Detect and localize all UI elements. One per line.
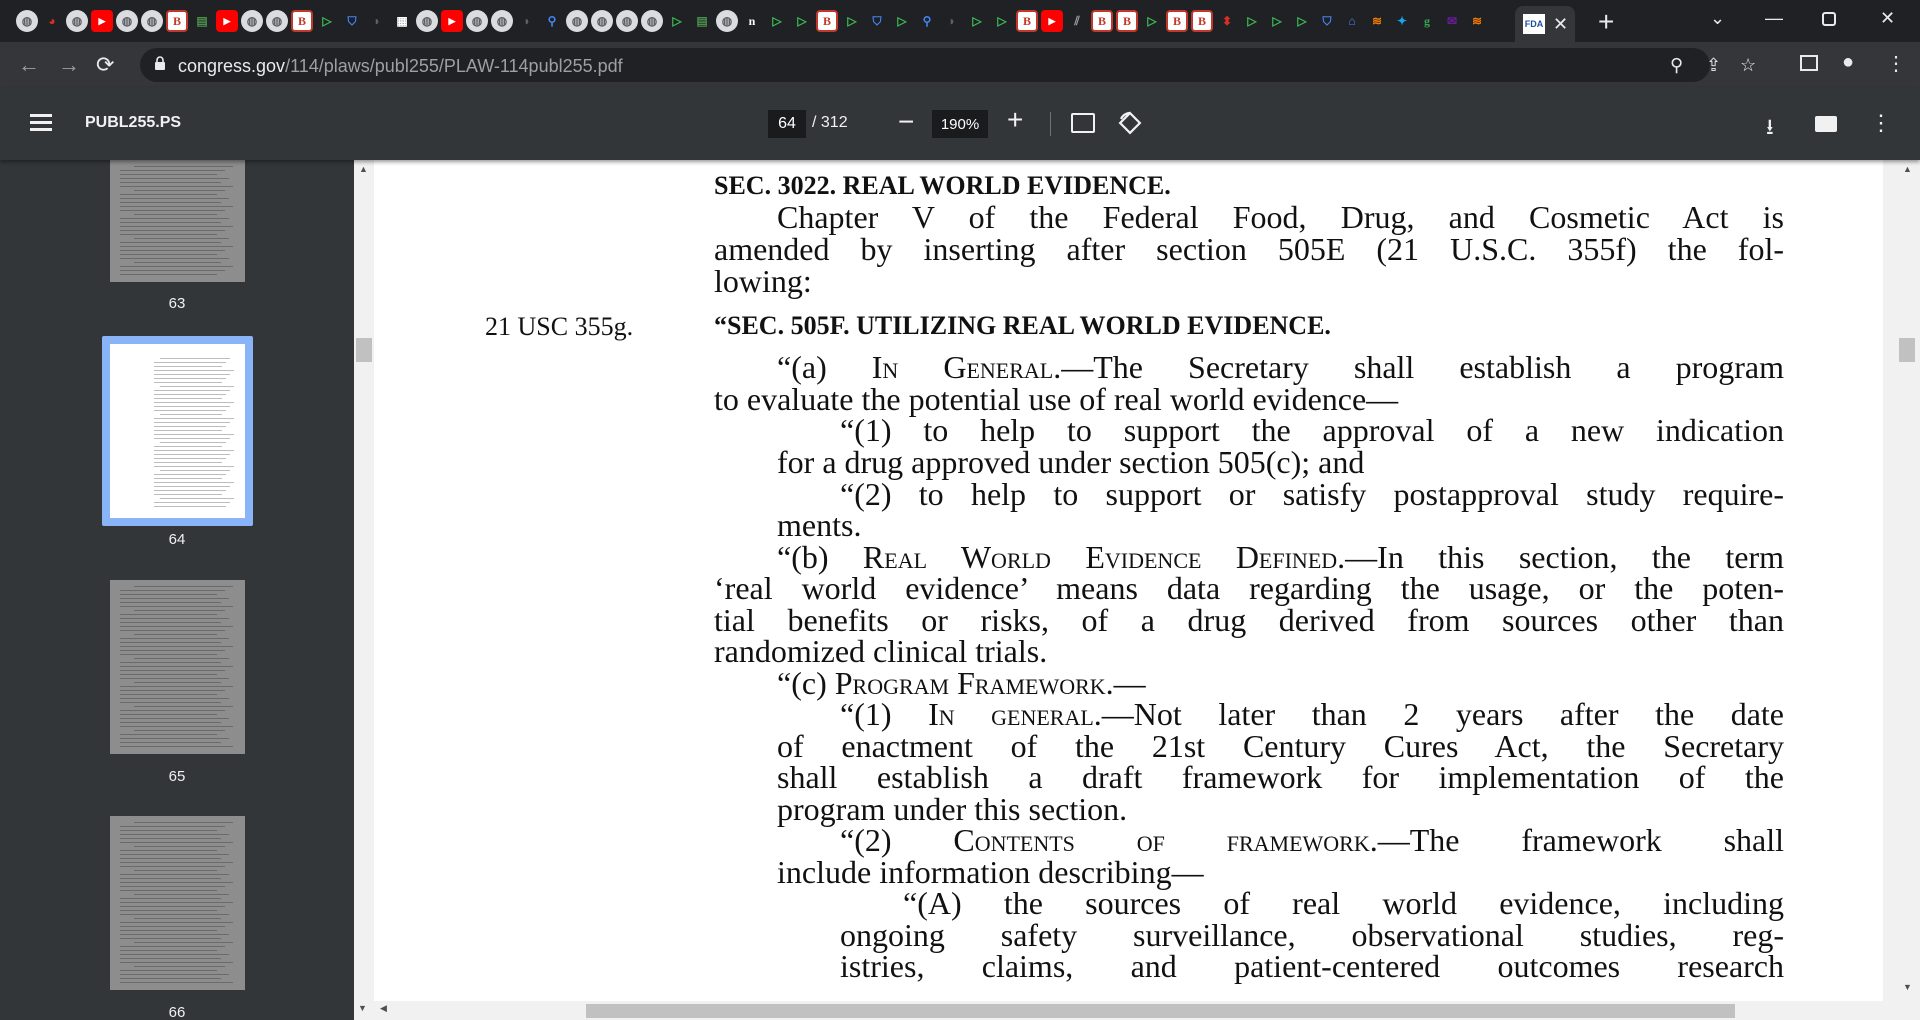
body-line: “(A) the sources of real world evidence, including [903,885,1784,921]
page-number-input[interactable]: 64 [768,110,806,138]
globe-icon[interactable]: ◍ [116,10,138,32]
page-total: / 312 [812,114,848,131]
para-text: .—The Secretary shall establish a program [1053,349,1785,385]
page-thumbnail-65[interactable] [110,580,245,754]
body-line: tial benefits or risks, of a drug derived from sources other than [714,602,1784,638]
play-icon[interactable]: ▷ [1147,13,1157,28]
body-line: of enactment of the 21st Century Cures Act, the Secretary [777,728,1784,764]
para-lead: “(b) [777,539,863,575]
pdf-toolbar [0,88,1920,160]
horizontal-scrollbar[interactable] [354,1001,1883,1020]
address-bar[interactable] [140,48,1757,82]
bi-icon[interactable]: B [816,10,838,32]
globe-icon[interactable]: ◍ [241,10,263,32]
toolbar-divider [1050,112,1051,136]
para-lead: “(a) [777,349,872,385]
bi-icon[interactable]: B [166,10,188,32]
globe-icon[interactable]: ◍ [616,10,638,32]
tab-search-icon[interactable]: ⌄ [1710,8,1726,28]
bi-icon[interactable]: B [1016,10,1038,32]
vertical-scroll-thumb[interactable] [1899,338,1915,362]
flag-icon[interactable]: ◗ [373,13,381,28]
url-text[interactable] [178,56,623,77]
new-tab-button[interactable]: + [1598,6,1615,37]
para-title: Real World Evidence Defined [862,539,1338,575]
search-icon[interactable]: ⚲ [547,13,557,28]
home-icon[interactable]: ⌂ [1348,13,1356,28]
body-line [777,665,1146,701]
bi-icon[interactable]: B [1091,10,1113,32]
body-line: ‘real world evidence’ means data regarding the usage, or the poten- [714,570,1784,606]
body-line: amended by inserting after section 505E (21 U.S.C. 355f) the fol- [714,231,1784,267]
doc-icon[interactable]: ▤ [196,13,208,28]
shield-icon[interactable]: ⛉ [872,13,882,28]
side-panel-icon[interactable] [1800,55,1818,71]
download-icon[interactable]: ⭳ [1766,114,1774,139]
thumbnail-label: 65 [168,768,186,785]
share-icon[interactable]: ⇪ [1706,55,1722,75]
body-line: Chapter V of the Federal Food, Drug, and Cosmetic Act is [777,199,1784,235]
globe-icon[interactable]: ◍ [141,10,163,32]
fit-to-page-icon[interactable] [1071,113,1095,133]
globe-icon[interactable]: ◍ [591,10,613,32]
globe-icon[interactable]: ◍ [416,10,438,32]
scroll-down-arrow-icon[interactable]: ▼ [358,1003,367,1013]
rotate-icon[interactable] [1117,110,1143,136]
para-title: In general [928,696,1094,732]
body-line [840,696,1785,732]
scroll-up-arrow-icon[interactable]: ▲ [359,164,368,174]
play-icon[interactable]: ▷ [322,13,332,28]
close-tab-icon[interactable]: ✕ [1553,14,1569,34]
flag-icon[interactable]: ◗ [523,13,531,28]
document-title: PUBL255.PS [85,114,182,131]
play-icon[interactable]: ▷ [972,13,982,28]
back-icon[interactable]: ← [18,52,40,77]
minimize-icon[interactable]: — [1765,8,1783,28]
body-line: istries, claims, and patient-centered outcomes research [840,948,1784,984]
url-domain: congress.gov [178,56,286,76]
chart-icon[interactable]: ⫽ [1074,13,1080,28]
globe-icon[interactable]: ◍ [641,10,663,32]
print-icon[interactable] [1815,116,1837,132]
body-line: ments. [777,507,862,543]
flag-icon[interactable]: ◗ [948,13,956,28]
thumbnail-label: 66 [168,1004,186,1020]
reload-icon[interactable]: ⟳ [96,52,115,77]
body-line: include information describing— [777,854,1204,890]
play-icon[interactable]: ▷ [847,13,857,28]
para-lead: “(1) [840,696,929,732]
forward-icon[interactable]: → [58,52,80,77]
zoom-out-button[interactable]: − [898,106,915,137]
shield-icon[interactable]: ⛉ [1322,13,1332,28]
more-actions-icon[interactable]: ⋮ [1870,110,1892,135]
zoom-input[interactable]: 190% [932,110,988,138]
para-title: Contents of framework [953,822,1370,858]
bi-icon[interactable]: B [1116,10,1138,32]
globe-icon[interactable]: ◍ [266,10,288,32]
doc-icon[interactable]: ▤ [696,13,708,28]
play-icon[interactable]: ▷ [997,13,1007,28]
globe-icon[interactable]: ◍ [16,10,38,32]
para-title: In General [871,349,1054,385]
globe-icon[interactable]: ◍ [491,10,513,32]
browser-toolbar [0,42,1920,88]
close-window-icon[interactable]: ✕ [1880,8,1896,28]
pinned-tabs [16,9,1488,33]
thumbnail-label: 64 [168,531,186,548]
body-line: for a drug approved under section 505(c); and [777,444,1365,480]
lock-icon[interactable] [154,56,166,70]
menu-icon[interactable] [30,114,52,132]
page-thumbnail-63[interactable] [110,160,245,282]
fda-icon: FDA [1523,14,1545,34]
sidebar-scrollbar[interactable] [354,160,374,1001]
g-icon[interactable]: g [1424,13,1430,28]
play-icon[interactable]: ▷ [1247,13,1257,28]
scroll-left-arrow-icon[interactable]: ◀ [380,1003,387,1013]
margin-note: 21 USC 355g. [485,312,634,341]
body-line: randomized clinical trials. [714,633,1048,669]
horizontal-scroll-thumb[interactable] [586,1004,1735,1018]
pin-icon[interactable]: ⬍ [1221,13,1233,28]
zoom-in-button[interactable]: + [1007,104,1024,135]
pie-icon[interactable]: ◕ [48,13,56,28]
pdf-page [373,160,1883,1020]
subsection-heading: “SEC. 505F. UTILIZING REAL WORLD EVIDENCE. [714,311,1331,340]
vertical-scrollbar[interactable] [1883,160,1920,1020]
para-lead: “(2) [840,822,954,858]
bookmark-icon[interactable]: ≋ [1371,13,1383,28]
youtube-icon[interactable]: ▶ [441,10,463,32]
bookmark-icon[interactable]: ≋ [1471,13,1483,28]
play-icon[interactable]: ▷ [672,13,682,28]
para-text: .—Not later than 2 years after the date [1093,696,1785,732]
bookmark-star-icon[interactable]: ☆ [1740,55,1757,75]
zoom-icon[interactable]: ⚲ [1670,55,1684,75]
scroll-down-arrow-icon[interactable]: ▼ [1903,982,1912,992]
section-heading: SEC. 3022. REAL WORLD EVIDENCE. [714,171,1171,200]
para-text: .— [1105,665,1146,701]
play-icon[interactable]: ▷ [1297,13,1307,28]
scroll-up-arrow-icon[interactable]: ▲ [1903,164,1912,174]
mail-icon[interactable]: ✉ [1446,13,1458,28]
globe-icon[interactable]: ◍ [716,10,738,32]
body-line [840,822,1784,858]
restore-icon[interactable] [1822,12,1836,26]
body-line: program under this section. [777,791,1128,827]
profile-icon[interactable]: ● [1842,51,1855,73]
globe-icon[interactable]: ◍ [466,10,488,32]
thumbnail-sidebar [0,160,354,1020]
url-path: /114/plaws/publ255/PLAW-114publ255.pdf [285,56,623,76]
shield-icon[interactable]: ⛉ [347,13,357,28]
bi-icon[interactable]: B [291,10,313,32]
para-text: .—The framework shall [1369,822,1784,858]
play-icon[interactable]: ▷ [797,13,807,28]
body-line [777,349,1785,385]
para-text: .—In this section, the term [1337,539,1785,575]
body-line: to evaluate the potential use of real world evidence— [714,381,1399,417]
active-tab[interactable] [1515,6,1575,42]
play-icon[interactable]: ▷ [897,13,907,28]
body-line [777,539,1785,575]
youtube-icon[interactable]: ▶ [1041,10,1063,32]
chrome-menu-icon[interactable]: ⋮ [1886,53,1906,75]
page-thumbnail-64[interactable] [110,344,245,518]
grid-icon[interactable]: ▦ [396,13,408,28]
body-line: ongoing safety surveillance, observational studies, reg- [840,917,1784,953]
play-icon[interactable]: ▷ [1272,13,1282,28]
page-thumbnail-66[interactable] [110,816,245,990]
play-icon[interactable]: ▷ [772,13,782,28]
para-lead: “(c) [777,665,835,701]
body-line: lowing: [714,263,812,299]
globe-icon[interactable]: ◍ [566,10,588,32]
search-icon[interactable]: ⚲ [922,13,932,28]
youtube-icon[interactable]: ▶ [216,10,238,32]
thumbnail-label: 63 [168,295,186,312]
body-line: “(2) to help to support or satisfy postapproval study require- [840,476,1784,512]
body-line: shall establish a draft framework for implementation of the [777,759,1784,795]
para-title: Program Framework [834,665,1106,701]
document-viewport[interactable] [354,160,1920,1020]
notion-icon[interactable]: n [748,13,756,28]
globe-icon[interactable]: ◍ [66,10,88,32]
body-line: “(1) to help to support the approval of a new indication [840,412,1784,448]
bi-icon[interactable]: B [1191,10,1213,32]
tab-strip [0,0,1920,42]
bi-icon[interactable]: B [1166,10,1188,32]
sidebar-scroll-thumb[interactable] [356,338,372,362]
twitter-icon[interactable]: ✦ [1396,13,1408,28]
youtube-icon[interactable]: ▶ [91,10,113,32]
